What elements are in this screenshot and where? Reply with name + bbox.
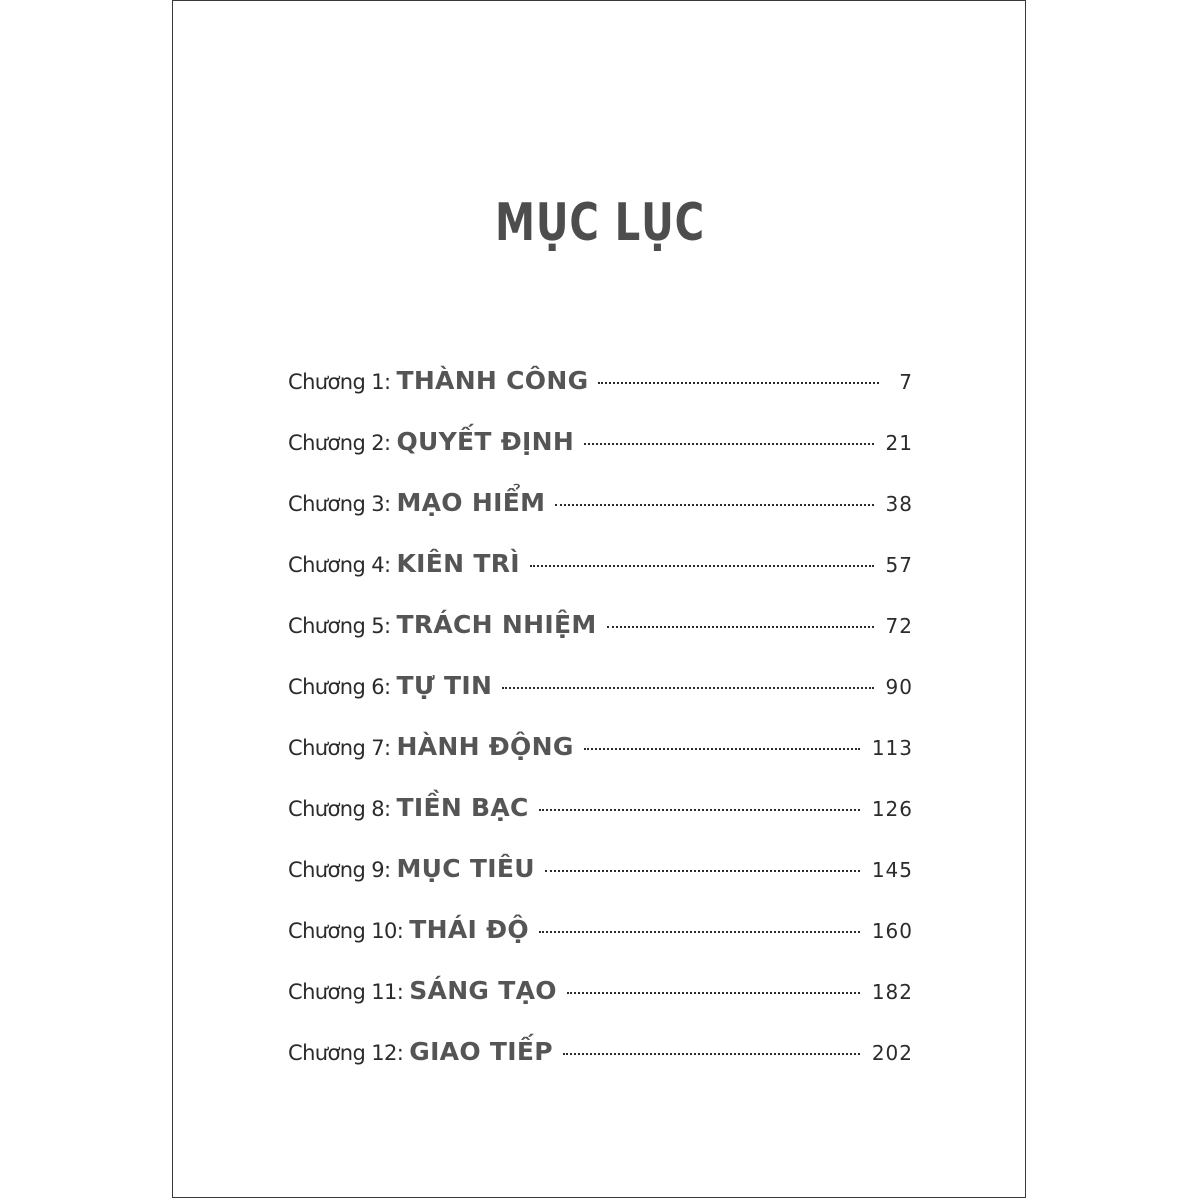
chapter-title: TIỀN BẠC xyxy=(396,793,529,822)
chapter-title: MỤC TIÊU xyxy=(396,854,535,883)
chapter-label: Chương 2: xyxy=(288,431,391,455)
chapter-title: THÀNH CÔNG xyxy=(396,366,589,395)
chapter-title: GIAO TIẾP xyxy=(409,1037,553,1066)
page-number: 160 xyxy=(871,919,913,943)
page-number: 7 xyxy=(899,370,913,394)
chapter-title: MẠO HIỂM xyxy=(396,488,546,517)
page-number: 21 xyxy=(885,431,913,455)
page-number: 182 xyxy=(871,980,913,1004)
chapter-title: KIÊN TRÌ xyxy=(396,549,520,578)
toc-entry[interactable] xyxy=(288,1037,913,1098)
toc-entry[interactable] xyxy=(288,366,913,427)
chapter-label: Chương 10: xyxy=(288,919,404,943)
toc-entry[interactable] xyxy=(288,915,913,976)
toc-entry[interactable] xyxy=(288,610,913,671)
toc-entry[interactable] xyxy=(288,488,913,549)
chapter-label: Chương 1: xyxy=(288,370,391,394)
dot-leader xyxy=(530,565,874,567)
chapter-label: Chương 8: xyxy=(288,797,391,821)
dot-leader xyxy=(539,931,860,933)
dot-leader xyxy=(584,443,873,445)
dot-leader xyxy=(502,687,873,689)
page-number: 90 xyxy=(885,675,913,699)
chapter-label: Chương 4: xyxy=(288,553,391,577)
toc-entry[interactable] xyxy=(288,732,913,793)
dot-leader xyxy=(598,382,879,384)
chapter-title: THÁI ĐỘ xyxy=(409,915,529,944)
page-number: 57 xyxy=(885,553,913,577)
page-number: 145 xyxy=(871,858,913,882)
chapter-label: Chương 6: xyxy=(288,675,391,699)
dot-leader xyxy=(539,809,860,811)
page-number: 113 xyxy=(871,736,913,760)
page-title: MỤC LỤC xyxy=(494,193,706,253)
page-number: 126 xyxy=(871,797,913,821)
chapter-title: HÀNH ĐỘNG xyxy=(396,732,574,761)
chapter-label: Chương 7: xyxy=(288,736,391,760)
chapter-label: Chương 11: xyxy=(288,980,404,1004)
chapter-title: QUYẾT ĐỊNH xyxy=(396,427,575,456)
toc-entry[interactable] xyxy=(288,549,913,610)
chapter-title: TỰ TIN xyxy=(396,671,493,700)
chapter-label: Chương 9: xyxy=(288,858,391,882)
page-number: 72 xyxy=(885,614,913,638)
dot-leader xyxy=(567,992,860,994)
dot-leader xyxy=(555,504,873,506)
page-number: 38 xyxy=(885,492,913,516)
chapter-label: Chương 5: xyxy=(288,614,391,638)
dot-leader xyxy=(545,870,860,872)
toc-entry[interactable] xyxy=(288,671,913,732)
chapter-title: SÁNG TẠO xyxy=(409,976,557,1005)
chapter-label: Chương 12: xyxy=(288,1041,404,1065)
chapter-label: Chương 3: xyxy=(288,492,391,516)
dot-leader xyxy=(563,1053,860,1055)
toc-entry[interactable] xyxy=(288,427,913,488)
toc-entry[interactable] xyxy=(288,793,913,854)
table-of-contents xyxy=(288,366,913,1098)
toc-entry[interactable] xyxy=(288,854,913,915)
toc-entry[interactable] xyxy=(288,976,913,1037)
dot-leader xyxy=(584,748,860,750)
chapter-title: TRÁCH NHIỆM xyxy=(396,610,597,639)
dot-leader xyxy=(607,626,874,628)
page-number: 202 xyxy=(871,1041,913,1065)
